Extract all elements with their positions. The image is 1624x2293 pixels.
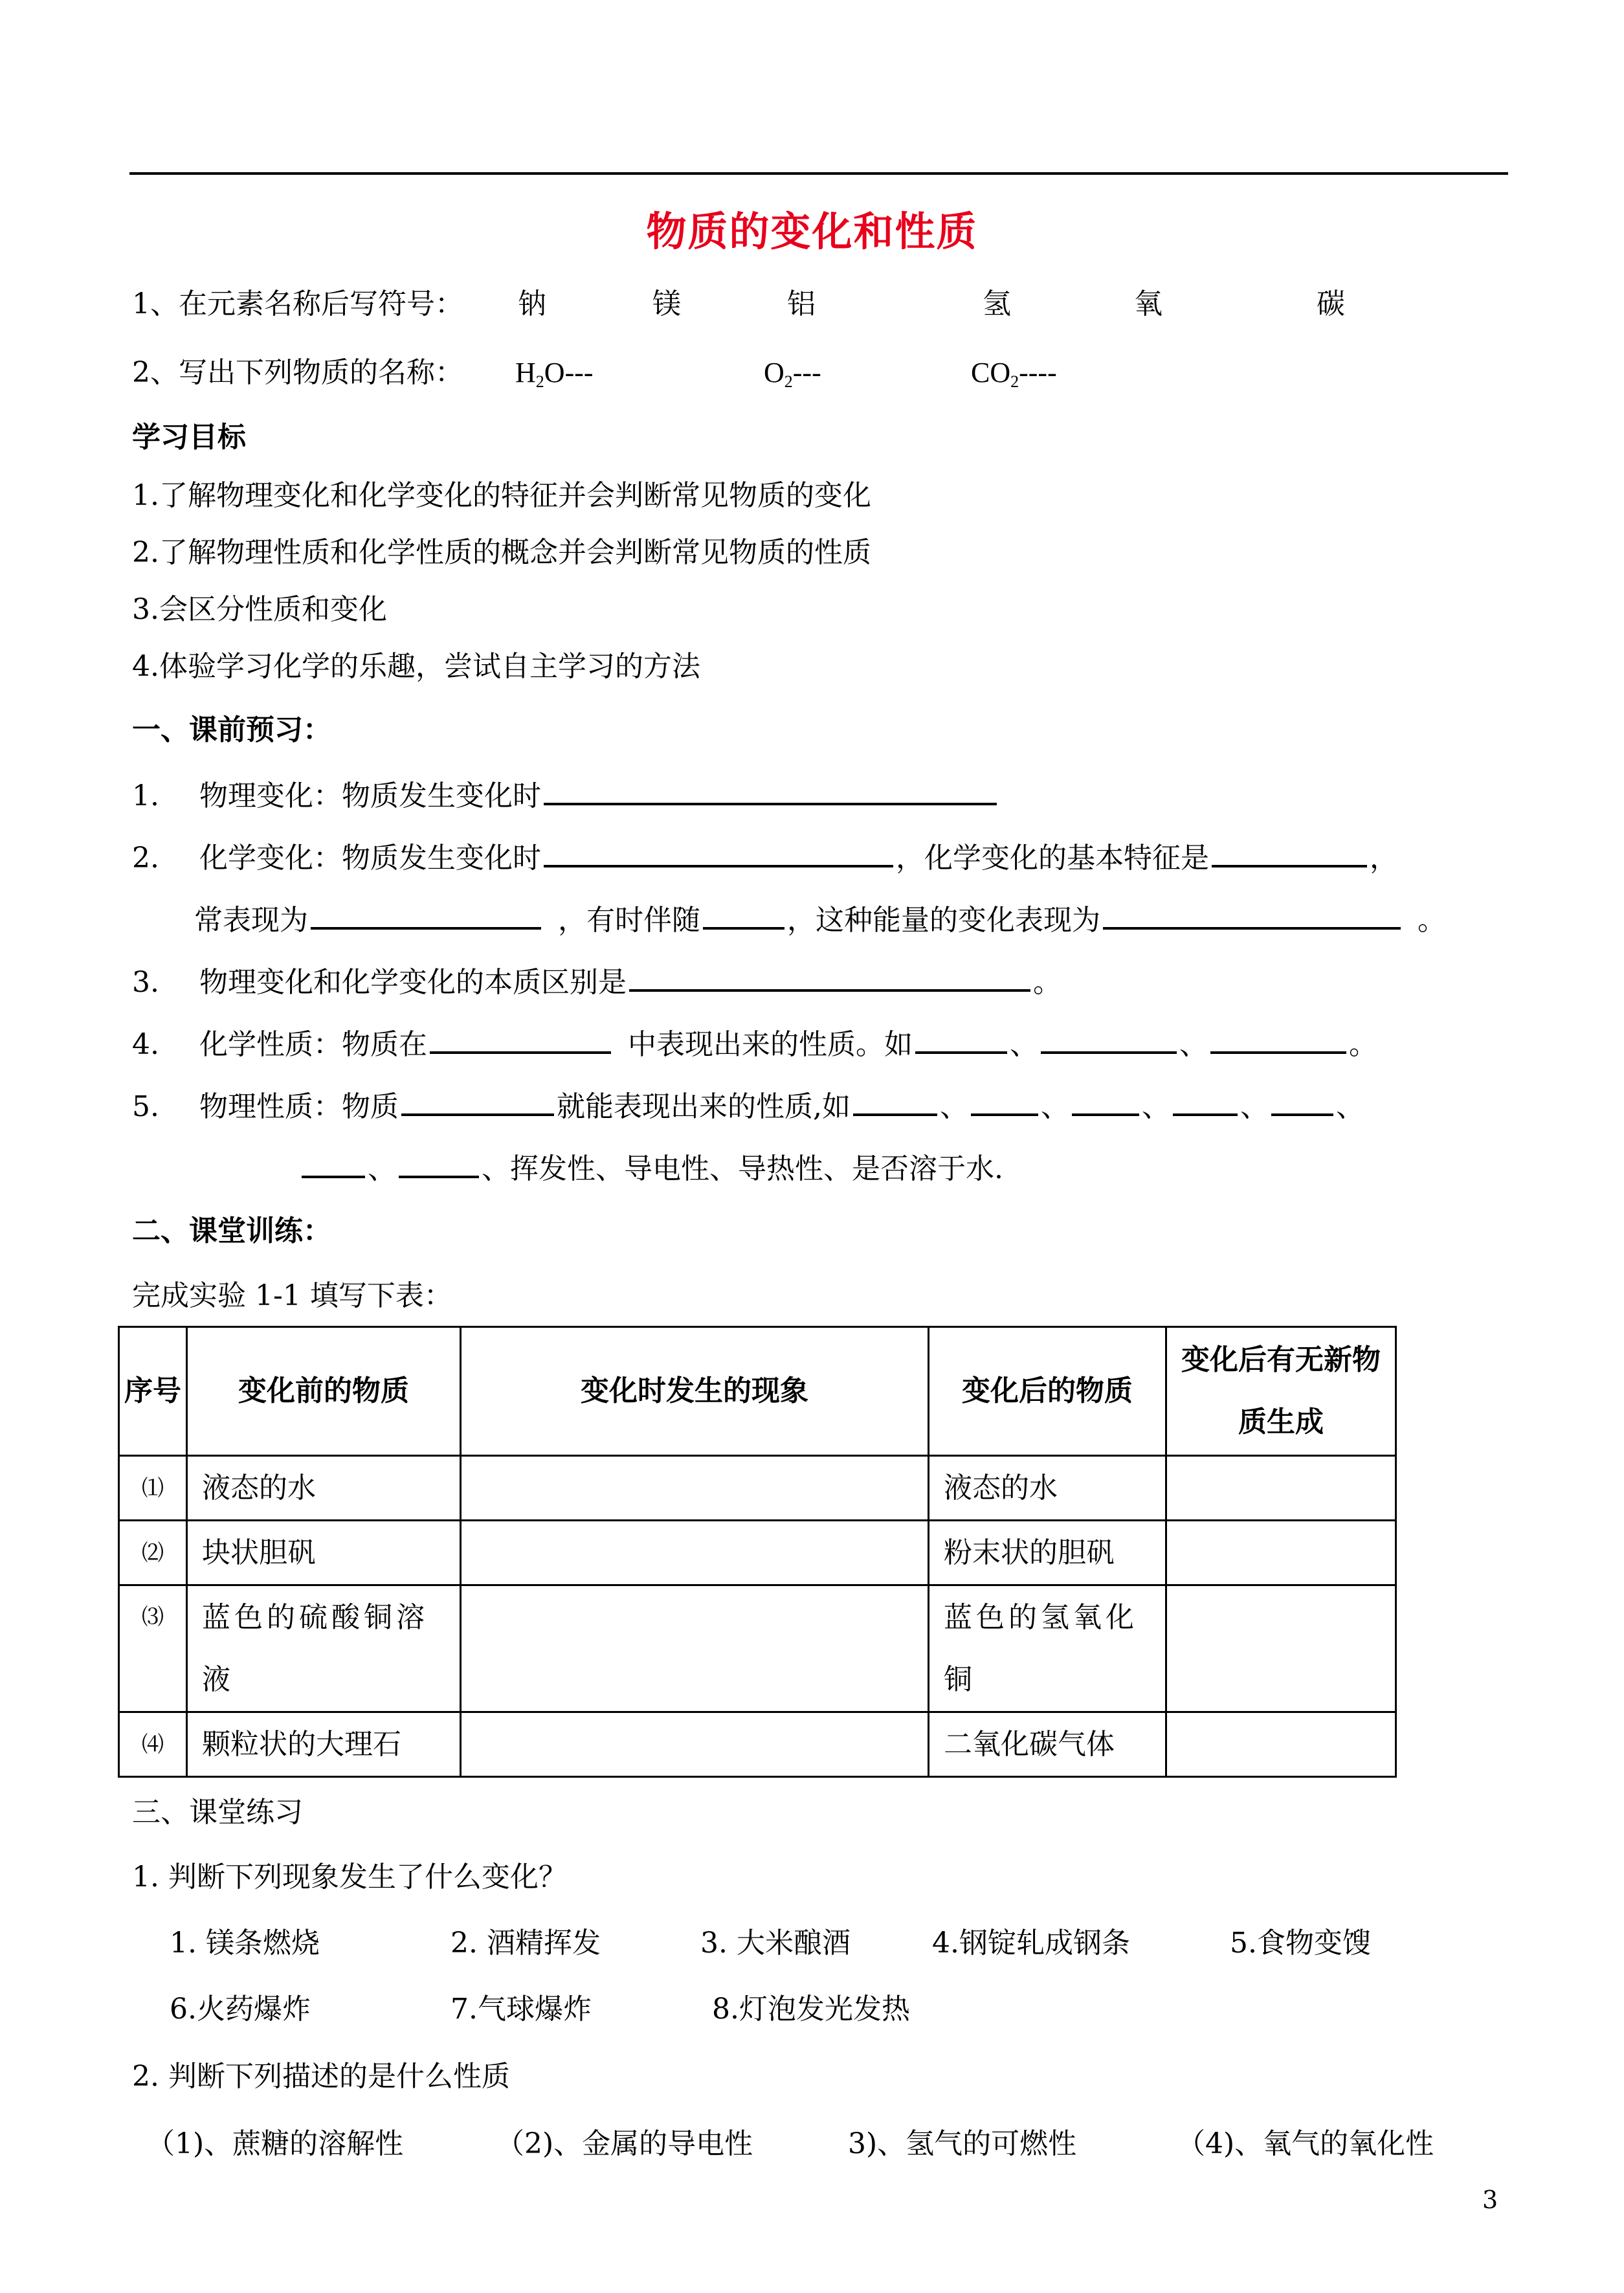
goal-item-3: 3.会区分性质和变化	[132, 593, 387, 626]
practice-q1-item: 1. 镁条燃烧	[170, 1927, 320, 1960]
practice-q1-item: 2. 酒精挥发	[450, 1927, 601, 1960]
blank-accompanied[interactable]	[703, 899, 784, 930]
goal-item-2: 2.了解物理性质和化学性质的概念并会判断常见物质的性质	[132, 536, 871, 569]
goal-item-1: 1.了解物理变化和化学变化的特征并会判断常见物质的变化	[132, 479, 871, 512]
practice-q1-item: 4.钢锭轧成钢条	[932, 1927, 1130, 1960]
formula-h2o: $H_2O---$	[515, 357, 594, 391]
training-heading: 二、课堂训练：	[132, 1214, 331, 1247]
row-before: 块状胆矾	[187, 1521, 461, 1585]
blank-essential-difference[interactable]	[629, 961, 1030, 992]
element-oxygen: 氧	[1134, 287, 1162, 320]
row-before: 蓝色的硫酸铜溶液	[187, 1585, 461, 1712]
preview-q5: 5. 物理性质：物质 就能表现出来的性质,如 、 、 、 、 、	[132, 1085, 1364, 1126]
blank-manifestation[interactable]	[311, 899, 541, 930]
row-after: 液态的水	[929, 1456, 1166, 1521]
row-no: ⑵	[119, 1521, 187, 1585]
row-before: 液态的水	[187, 1456, 461, 1521]
row-phenomenon[interactable]	[461, 1456, 929, 1521]
row-no: ⑶	[119, 1585, 187, 1712]
row-no: ⑷	[119, 1712, 187, 1777]
blank-chemical-change[interactable]	[544, 836, 893, 867]
table-header-row	[119, 1327, 1396, 1456]
intro-q1-prompt: 1、在元素名称后写符号：	[132, 287, 463, 320]
header-after: 变化后的物质	[929, 1327, 1166, 1456]
row-phenomenon[interactable]	[461, 1585, 929, 1712]
practice-q2-item: 3)、氢气的可燃性	[848, 2127, 1077, 2160]
experiment-table	[118, 1326, 1397, 1778]
header-before: 变化前的物质	[187, 1327, 461, 1456]
preview-q4: 4. 化学性质：物质在 中表现出来的性质。如 、 、 。	[132, 1023, 1377, 1064]
header-rule	[129, 172, 1508, 175]
practice-q1-item: 5.食物变馊	[1230, 1927, 1371, 1960]
row-phenomenon[interactable]	[461, 1712, 929, 1777]
element-carbon: 碳	[1317, 287, 1345, 320]
practice-q1-item: 7.气球爆炸	[450, 1993, 592, 2026]
preview-q5-line2: 、 、挥发性、导电性、导热性、是否溶于水.	[299, 1147, 1003, 1189]
blank-property-2[interactable]	[971, 1085, 1038, 1116]
row-new-substance[interactable]	[1166, 1456, 1396, 1521]
practice-q1-item: 6.火药爆炸	[170, 1993, 311, 2026]
table-row	[119, 1712, 1396, 1777]
training-intro: 完成实验 1-1 填写下表：	[132, 1279, 452, 1312]
practice-heading: 三、课堂练习	[132, 1796, 303, 1829]
row-after: 粉末状的胆矾	[929, 1521, 1166, 1585]
preview-q2: 2. 化学变化：物质发生变化时 ，化学变化的基本特征是 ，	[132, 836, 1398, 878]
blank-property-7[interactable]	[399, 1147, 479, 1178]
blank-property-3[interactable]	[1072, 1085, 1139, 1116]
practice-q2-item: （1)、蔗糖的溶解性	[146, 2127, 404, 2160]
blank-chemical-property-condition[interactable]	[430, 1023, 611, 1054]
row-after: 二氧化碳气体	[929, 1712, 1166, 1777]
blank-energy-change[interactable]	[1103, 899, 1401, 930]
formula-co2: $CO_2----$	[971, 357, 1057, 391]
table-row	[119, 1521, 1396, 1585]
row-new-substance[interactable]	[1166, 1585, 1396, 1712]
page-number: 3	[1482, 2186, 1498, 2214]
table-row	[119, 1456, 1396, 1521]
preview-heading: 一、课前预习：	[132, 713, 331, 746]
blank-example-1[interactable]	[915, 1023, 1007, 1054]
table-row	[119, 1585, 1396, 1712]
practice-q1-item: 3. 大米酿酒	[700, 1927, 851, 1960]
preview-q1: 1. 物理变化：物质发生变化时	[132, 774, 999, 816]
header-phenomenon: 变化时发生的现象	[461, 1327, 929, 1456]
row-no: ⑴	[119, 1456, 187, 1521]
element-sodium: 钠	[518, 287, 546, 320]
page-title: 物质的变化和性质	[646, 208, 978, 255]
blank-property-5[interactable]	[1271, 1085, 1333, 1116]
blank-property-6[interactable]	[302, 1147, 365, 1178]
element-aluminum: 铝	[787, 287, 816, 320]
preview-q2-line2: 常表现为 ，有时伴随 ，这种能量的变化表现为 。	[194, 899, 1446, 940]
practice-q2-item: （2)、金属的导电性	[496, 2127, 753, 2160]
row-new-substance[interactable]	[1166, 1712, 1396, 1777]
preview-q3: 3. 物理变化和化学变化的本质区别是 。	[132, 961, 1062, 1002]
practice-q2: 2. 判断下列描述的是什么性质	[132, 2060, 510, 2093]
blank-property-1[interactable]	[853, 1085, 937, 1116]
row-new-substance[interactable]	[1166, 1521, 1396, 1585]
blank-physical-property-condition[interactable]	[401, 1085, 554, 1116]
intro-q2-prompt: 2、写出下列物质的名称：	[132, 356, 463, 389]
element-magnesium: 镁	[652, 287, 681, 320]
blank-example-3[interactable]	[1210, 1023, 1346, 1054]
row-after: 蓝色的氢氧化铜	[929, 1585, 1166, 1712]
row-before: 颗粒状的大理石	[187, 1712, 461, 1777]
blank-example-2[interactable]	[1041, 1023, 1177, 1054]
element-hydrogen: 氢	[983, 287, 1011, 320]
practice-q1: 1. 判断下列现象发生了什么变化？	[132, 1861, 567, 1894]
row-phenomenon[interactable]	[461, 1521, 929, 1585]
goal-item-4: 4.体验学习化学的乐趣，尝试自主学习的方法	[132, 650, 700, 683]
blank-physical-change[interactable]	[544, 774, 997, 805]
header-new-substance: 变化后有无新物质生成	[1166, 1327, 1396, 1456]
formula-o2: $O_2---$	[764, 357, 821, 391]
practice-q2-item: （4)、氧气的氧化性	[1177, 2127, 1434, 2160]
blank-property-4[interactable]	[1173, 1085, 1238, 1116]
header-no: 序号	[119, 1327, 187, 1456]
goals-heading: 学习目标	[132, 421, 246, 454]
blank-basic-feature[interactable]	[1212, 836, 1367, 867]
practice-q1-item: 8.灯泡发光发热	[712, 1993, 910, 2026]
